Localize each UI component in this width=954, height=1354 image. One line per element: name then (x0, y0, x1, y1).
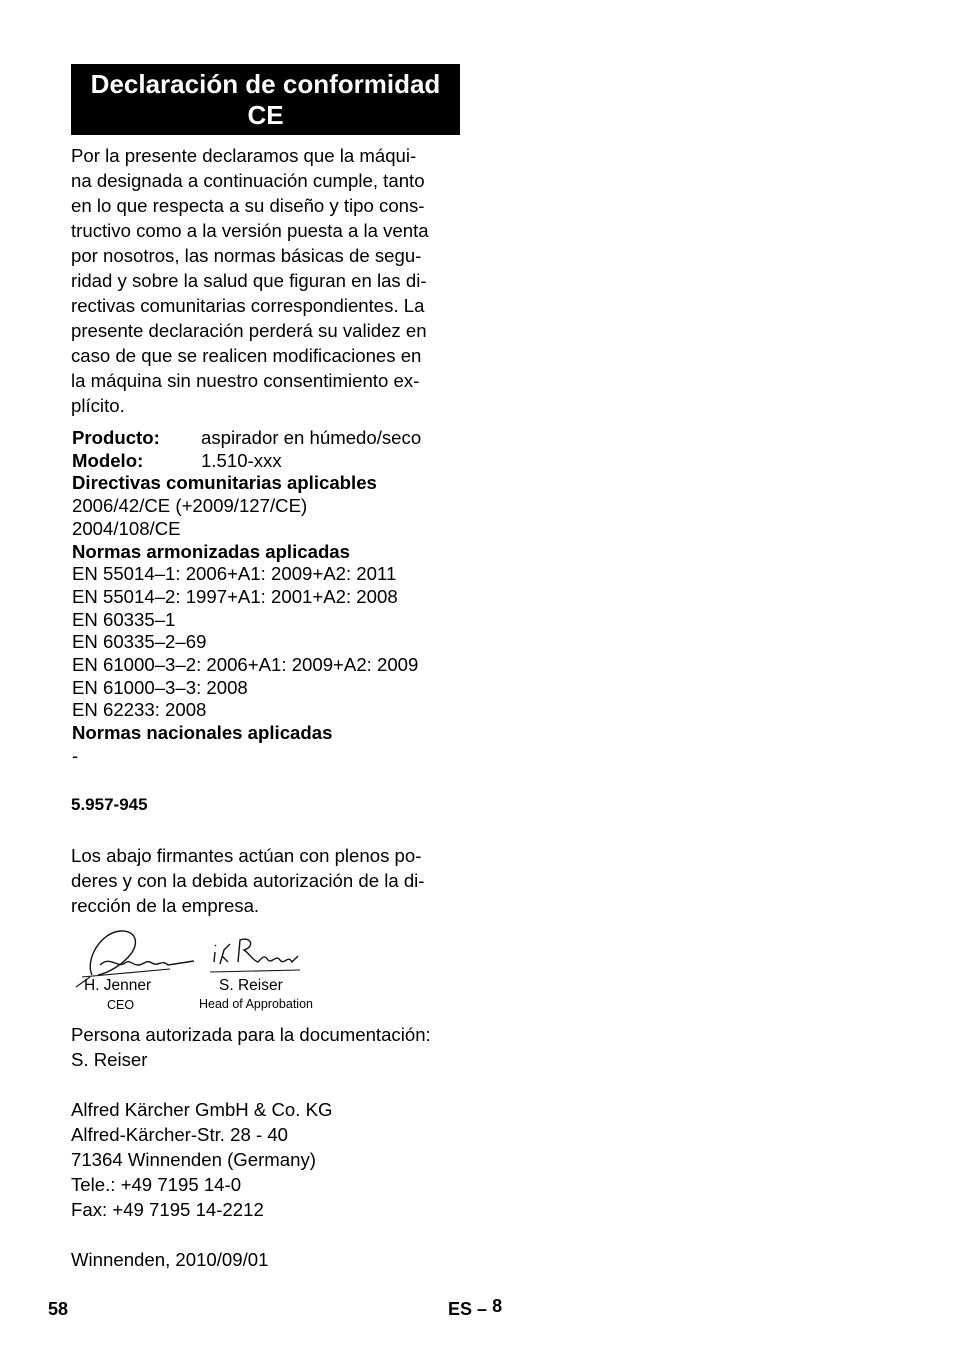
signers-paragraph (71, 843, 463, 918)
directive-item: 2004/108/CE (72, 517, 181, 539)
text-line: tructivo como a la versión puesta a la venta (71, 220, 429, 241)
national-value: - (72, 744, 79, 766)
product-row (72, 427, 472, 450)
authorized-label: Persona autorizada para la documentación: (71, 1024, 431, 1045)
address-line: 71364 Winnenden (Germany) (71, 1149, 316, 1170)
harmonized-item: EN 62233: 2008 (72, 699, 207, 721)
place-date: Winnenden, 2010/09/01 (71, 1249, 269, 1270)
text-line: rectivas comunitarias correspondientes. La (71, 295, 425, 316)
text-line: por nosotros, las normas básicas de segu- (71, 245, 422, 266)
harmonized-item: EN 61000–3–2: 2006+A1: 2009+A2: 2009 (72, 654, 419, 676)
page-number: 58 (48, 1299, 69, 1319)
product-label: Producto: (72, 427, 160, 448)
signature-reiser-icon (206, 932, 306, 977)
harmonized-item: EN 55014–2: 1997+A1: 2001+A2: 2008 (72, 585, 398, 607)
text-line: Los abajo firmantes actúan con plenos po- (71, 845, 422, 866)
text-line: caso de que se realicen modificaciones en (71, 345, 422, 366)
national-heading: Normas nacionales aplicadas (72, 722, 333, 744)
text-line: ridad y sobre la salud que figuran en las di- (71, 270, 427, 291)
directives-heading: Directivas comunitarias aplicables (72, 472, 377, 494)
address-line: Fax: +49 7195 14-2212 (71, 1199, 264, 1220)
title-line-2: CE (247, 99, 284, 130)
specification-block (72, 427, 472, 768)
address-line: Tele.: +49 7195 14-0 (71, 1174, 242, 1195)
intro-paragraph (71, 143, 463, 418)
model-row (72, 450, 472, 473)
company-address (71, 1097, 463, 1222)
harmonized-heading: Normas armonizadas aplicadas (72, 540, 350, 562)
harmonized-item: EN 55014–1: 2006+A1: 2009+A2: 2011 (72, 563, 397, 585)
text-line: plícito. (71, 395, 125, 416)
text-line: na designada a continuación cumple, tanto (71, 170, 425, 191)
document-code: 5.957-945 (71, 795, 148, 814)
harmonized-item: EN 60335–1 (72, 608, 176, 630)
signer-1-name: H. Jenner (84, 977, 152, 994)
authorized-person (71, 1022, 463, 1072)
authorized-name: S. Reiser (71, 1049, 148, 1070)
address-line: Alfred Kärcher GmbH & Co. KG (71, 1099, 333, 1120)
signer-1-role: CEO (107, 998, 135, 1012)
title-line-1: Declaración de conformidad (90, 68, 441, 99)
text-line: en lo que respecta a su diseño y tipo cons- (71, 195, 425, 216)
footer-section-number: 8 (492, 1296, 503, 1316)
text-line: deres y con la debida autorización de la di- (71, 870, 425, 891)
address-line: Alfred-Kärcher-Str. 28 - 40 (71, 1124, 289, 1145)
text-line: presente declaración perderá su validez en (71, 320, 427, 341)
page-title (71, 64, 460, 135)
footer-lang: ES (448, 1299, 473, 1319)
text-line: Por la presente declaramos que la máqui- (71, 145, 417, 166)
signer-2-role: Head of Approbation (199, 997, 313, 1011)
directive-item: 2006/42/CE (+2009/127/CE) (72, 495, 308, 517)
text-line: la máquina sin nuestro consentimiento ex- (71, 370, 420, 391)
signer-2-name: S. Reiser (219, 977, 283, 994)
model-label: Modelo: (72, 449, 144, 471)
footer-dash: – (477, 1299, 488, 1319)
product-value: aspirador en húmedo/seco (201, 427, 422, 448)
footer-section (448, 1296, 503, 1320)
harmonized-item: EN 60335–2–69 (72, 631, 207, 653)
model-value: 1.510-xxx (201, 449, 282, 471)
harmonized-item: EN 61000–3–3: 2008 (72, 676, 248, 698)
text-line: rección de la empresa. (71, 895, 260, 916)
